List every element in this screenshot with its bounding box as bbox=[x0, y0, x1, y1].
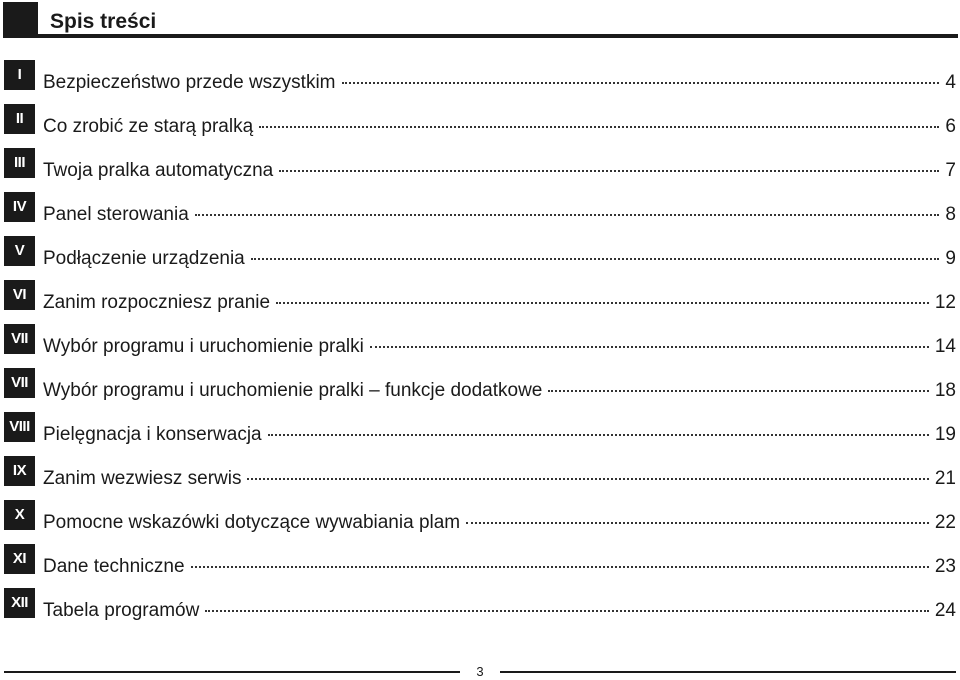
dot-leader bbox=[548, 389, 929, 392]
section-title: Podłączenie urządzenia bbox=[43, 248, 245, 269]
section-page-number: 18 bbox=[934, 380, 956, 401]
dot-leader bbox=[276, 301, 929, 304]
toc-entry-8[interactable] bbox=[0, 368, 960, 401]
section-title: Pomocne wskazówki dotyczące wywabiania plam bbox=[43, 512, 461, 533]
toc-entry-2[interactable] bbox=[0, 104, 960, 137]
toc-entry-5[interactable] bbox=[0, 236, 960, 269]
dot-leader bbox=[251, 257, 940, 260]
section-title: Co zrobić ze starą pralką bbox=[43, 116, 254, 137]
dot-leader bbox=[268, 433, 929, 436]
toc-entry-11[interactable] bbox=[0, 500, 960, 533]
section-numeral: XII bbox=[4, 588, 35, 618]
dot-leader bbox=[191, 565, 929, 568]
section-title: Pielęgnacja i konserwacja bbox=[43, 424, 262, 445]
section-title: Wybór programu i uruchomienie pralki – funkcje dodatkowe bbox=[43, 380, 543, 401]
page-number: 3 bbox=[476, 664, 484, 679]
dot-leader bbox=[342, 81, 940, 84]
section-title: Bezpieczeństwo przede wszystkim bbox=[43, 72, 336, 93]
toc-entry-4[interactable] bbox=[0, 192, 960, 225]
title-marker-square bbox=[3, 2, 38, 38]
page-title: Spis treści bbox=[50, 10, 157, 33]
section-numeral: V bbox=[4, 236, 35, 266]
section-page-number: 6 bbox=[945, 116, 956, 137]
section-numeral: VI bbox=[4, 280, 35, 310]
toc-entry-1[interactable] bbox=[0, 60, 960, 93]
section-title: Zanim wezwiesz serwis bbox=[43, 468, 242, 489]
section-numeral: XI bbox=[4, 544, 35, 574]
section-title: Twoja pralka automatyczna bbox=[43, 160, 274, 181]
section-title: Wybór programu i uruchomienie pralki bbox=[43, 336, 364, 357]
section-numeral: IV bbox=[4, 192, 35, 222]
dot-leader bbox=[205, 609, 929, 612]
dot-leader bbox=[279, 169, 939, 172]
toc-entry-12[interactable] bbox=[0, 544, 960, 577]
section-numeral: I bbox=[4, 60, 35, 90]
section-numeral: IX bbox=[4, 456, 35, 486]
section-page-number: 21 bbox=[934, 468, 956, 489]
section-page-number: 4 bbox=[945, 72, 956, 93]
section-page-number: 12 bbox=[934, 292, 956, 313]
toc-entry-7[interactable] bbox=[0, 324, 960, 357]
section-title: Dane techniczne bbox=[43, 556, 185, 577]
section-title: Zanim rozpoczniesz pranie bbox=[43, 292, 271, 313]
section-numeral: III bbox=[4, 148, 35, 178]
footer-rule-right bbox=[500, 671, 956, 673]
section-page-number: 19 bbox=[934, 424, 956, 445]
section-page-number: 7 bbox=[945, 160, 956, 181]
section-page-number: 22 bbox=[934, 512, 956, 533]
section-numeral: II bbox=[4, 104, 35, 134]
dot-leader bbox=[259, 125, 939, 128]
toc-entry-9[interactable] bbox=[0, 412, 960, 445]
dot-leader bbox=[370, 345, 929, 348]
footer-rule-left bbox=[4, 671, 460, 673]
title-underline bbox=[38, 34, 958, 38]
section-page-number: 23 bbox=[934, 556, 956, 577]
toc-entry-6[interactable] bbox=[0, 280, 960, 313]
section-page-number: 9 bbox=[945, 248, 956, 269]
section-numeral: VIII bbox=[4, 412, 35, 442]
toc-entry-10[interactable] bbox=[0, 456, 960, 489]
section-page-number: 14 bbox=[934, 336, 956, 357]
section-numeral: VII bbox=[4, 368, 35, 398]
section-title: Tabela programów bbox=[43, 600, 200, 621]
dot-leader bbox=[195, 213, 940, 216]
toc-entry-13[interactable] bbox=[0, 588, 960, 621]
section-page-number: 8 bbox=[945, 204, 956, 225]
section-title: Panel sterowania bbox=[43, 204, 189, 225]
section-numeral: X bbox=[4, 500, 35, 530]
section-numeral: VII bbox=[4, 324, 35, 354]
toc-entry-3[interactable] bbox=[0, 148, 960, 181]
dot-leader bbox=[247, 477, 928, 480]
section-page-number: 24 bbox=[934, 600, 956, 621]
dot-leader bbox=[466, 521, 929, 524]
